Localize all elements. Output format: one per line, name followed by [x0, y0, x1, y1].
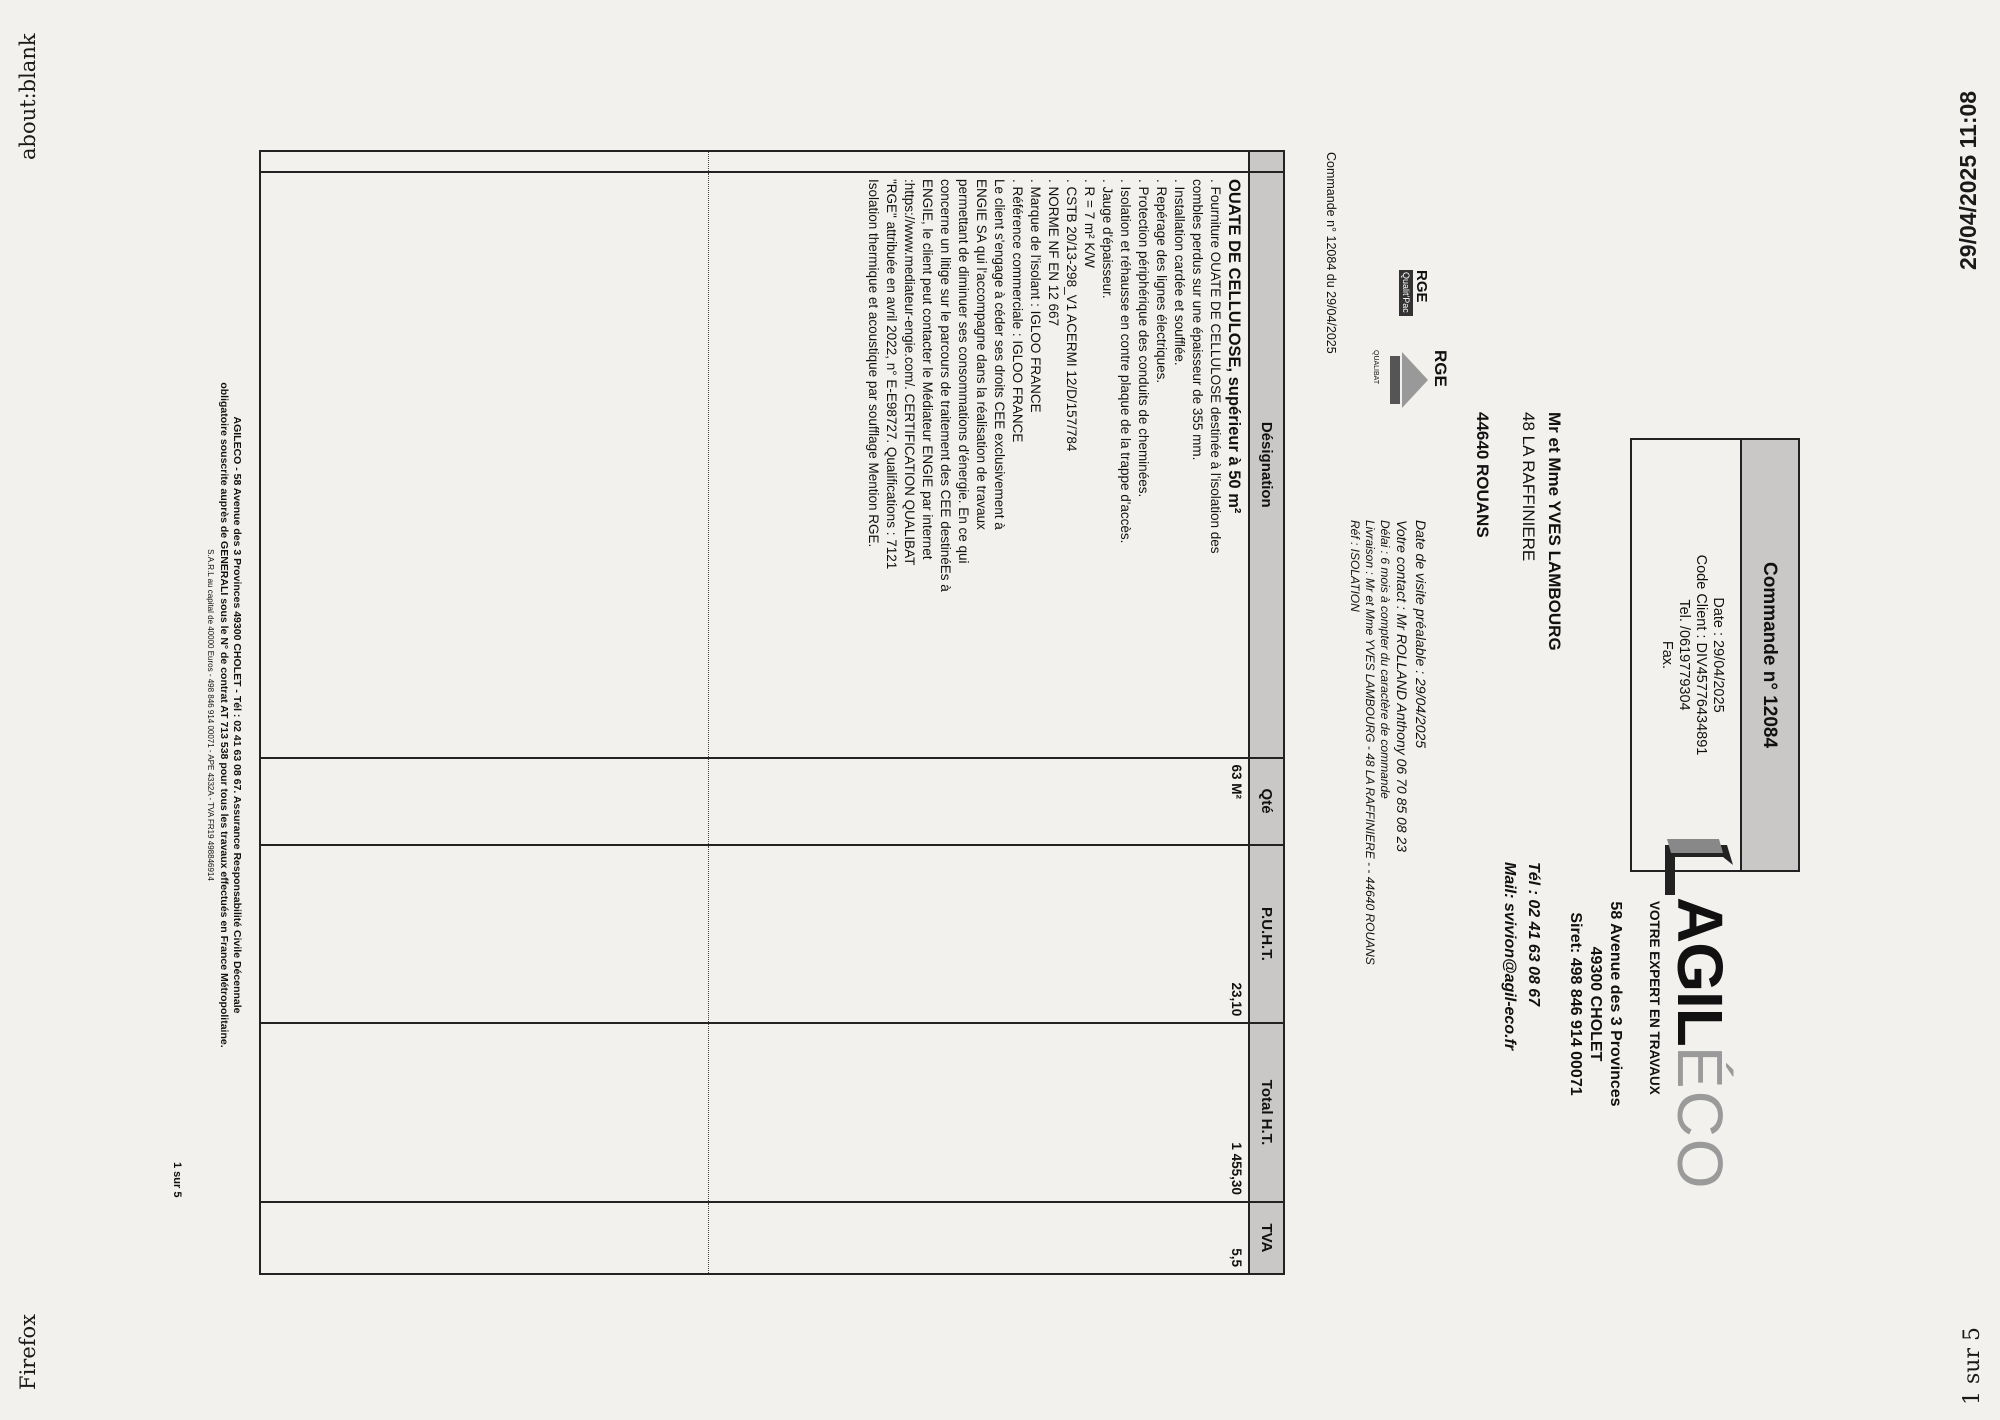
rge-qualipac-icon: RGE Qualit'Pac: [1378, 270, 1430, 340]
description-line: concerne un litige sur le parcours de traitement des CEE destinéEs à: [938, 179, 953, 592]
description-line: . Fourniture OUATE DE CELLULOSE destinée à l'isolation des: [1208, 179, 1223, 554]
client-city: 44640 ROUANS: [1473, 412, 1492, 538]
company-address: 58 Avenue des 3 Provinces 49300 CHOLET Siret: 498 846 914 00071: [1567, 901, 1624, 1107]
visit-date: Date de visite préalable : 29/04/2025: [1413, 520, 1429, 749]
description-line: combles perdus sur une épaisseur de 355 mm.: [1190, 179, 1205, 461]
client-code: Code Client : DIV45776434891: [1693, 554, 1709, 756]
page-number: 1 sur 5: [171, 1162, 183, 1198]
description-line: . Protection périphérique des conduits de cheminées.: [1136, 179, 1151, 498]
description-line: . Installation cardée et soufflée.: [1172, 179, 1187, 366]
description-line: . Isolation et réhausse en contre plaque de la trappe d'accès.: [1118, 179, 1133, 544]
visit-delay: Délai : 6 mois à compter du caractère de commande: [1378, 520, 1392, 799]
description-line: ENGIE, le client peut contacter le Médiateur ENGIE par internet: [920, 179, 935, 560]
print-datetime: 29/04/2025 11:08: [1955, 90, 1981, 270]
col-vat: TVA: [1249, 1202, 1284, 1274]
company-mail: Mail: svivion@agil-eco.fr: [1501, 862, 1518, 1051]
header-spacer: [1249, 151, 1284, 172]
legal-footer: AGILECO - 58 Avenue des 3 Provinces 49300 CHOLET - Tél : 02 41 63 08 67. Assurance Responsabilité Civile Décennale obligatoire souscrite auprès de GENERALI sous le N° de contrat AT 713 538 pour tous les travaux effectués en France Métropolitaine. S.A.R.L au capital de 40000 Euros - 498 846 914 00071 - APE 4332A - TVA FR19 498846914: [206, 382, 243, 1048]
order-box: [1630, 438, 1800, 872]
description-line: . R = 7 m² K/W: [1082, 179, 1097, 268]
line-total: 1 455,30: [709, 1023, 1249, 1202]
company-contact: [1497, 862, 1545, 1050]
row-spacer: [709, 151, 1249, 172]
description-line: Isolation thermique et acoustique par soufflage Mention RGE.: [866, 179, 881, 548]
visit-ref: Réf : ISOLATION: [1348, 520, 1362, 612]
description-line: Le client s'engage à céder ses droits CEE exclusivement à: [992, 179, 1007, 530]
table-row-empty: [260, 151, 709, 1274]
line-title: OUATE DE CELLULOSE, supérieur à 50 m²: [1225, 179, 1243, 514]
client-street: 48 LA RAFFINIERE: [1519, 412, 1538, 562]
visit-lines: [1347, 520, 1430, 1420]
company-tel: Tél : 02 41 63 08 67: [1525, 862, 1542, 1007]
order-title: Commande n° 12084: [1740, 440, 1798, 870]
rge-qualibat-icon: RGE QUALIBAT: [1370, 350, 1450, 440]
description-line: . NORME NF EN 12 667: [1046, 179, 1061, 327]
visit-contact: Votre contact : Mr ROLLAND Anthony 06 70 85 08 23: [1394, 520, 1410, 853]
col-qty: Qté: [1249, 758, 1284, 845]
table-row: [709, 151, 1249, 1274]
line-designation: [709, 172, 1249, 758]
col-unit-price: P.U.H.T.: [1249, 845, 1284, 1024]
order-reference: Commande n° 12084 du 29/04/2025: [1324, 152, 1338, 354]
certification-badges: [1350, 200, 1450, 460]
description-line: ENGIE SA qui l'accompagne dans la réalisation de travaux: [974, 179, 989, 530]
line-vat: 5,5: [709, 1202, 1249, 1274]
browser-app-name: Firefox: [16, 1313, 40, 1390]
logo-wordmark: AGILÉCO: [1664, 897, 1736, 1191]
agileco-logo: [1625, 835, 1745, 1191]
table-header: [1249, 151, 1284, 1274]
order-details: [1658, 440, 1740, 870]
order-date: Date : 29/04/2025: [1710, 597, 1726, 713]
col-total: Total H.T.: [1249, 1023, 1284, 1202]
col-designation: Désignation: [1249, 172, 1284, 758]
description-line: permettant de diminuer ses consommations d'énergie. En ce qui: [956, 179, 971, 564]
print-page-count: 1 sur 5: [1960, 1327, 1985, 1405]
description-line: . CSTB 20/13-298_V1 ACERMI 12/D/157/784: [1064, 179, 1079, 452]
line-qty: 63 M²: [709, 758, 1249, 845]
logo-tagline: VOTRE EXPERT EN TRAVAUX: [1647, 901, 1662, 1095]
client-address: [1469, 412, 1567, 651]
print-url: about:blank: [16, 33, 40, 160]
order-fax: Fax.: [1659, 640, 1675, 670]
description-line: . Marque de l'isolant : IGLOO FRANCE: [1028, 179, 1043, 413]
description-line: . Référence commerciale : IGLOO FRANCE: [1010, 179, 1025, 443]
order-tel: Tel. /0619779304: [1676, 599, 1692, 711]
description-line: :https://www.mediateur-engie.com/. CERTIFICATION QUALIBAT: [902, 179, 917, 566]
line-unit-price: 23,10: [709, 845, 1249, 1024]
visit-delivery: Livraison : Mr et Mme YVES LAMBOURG - 48 LA RAFFINIERE - - 44640 ROUANS: [1363, 520, 1377, 965]
client-name: Mr et Mme YVES LAMBOURG: [1545, 412, 1564, 651]
description-line: . Jauge d'épaisseur.: [1100, 179, 1115, 299]
order-document: [55, 0, 1945, 1417]
line-description: [864, 179, 1224, 751]
items-table: [259, 150, 1285, 1275]
description-line: "RGE" attribuée en avril 2022, n° E-E98727. Qualifications : 7121: [884, 179, 899, 570]
description-line: . Repérage des lignes électriques.: [1154, 179, 1169, 384]
logo-mark-icon: [1657, 835, 1737, 899]
